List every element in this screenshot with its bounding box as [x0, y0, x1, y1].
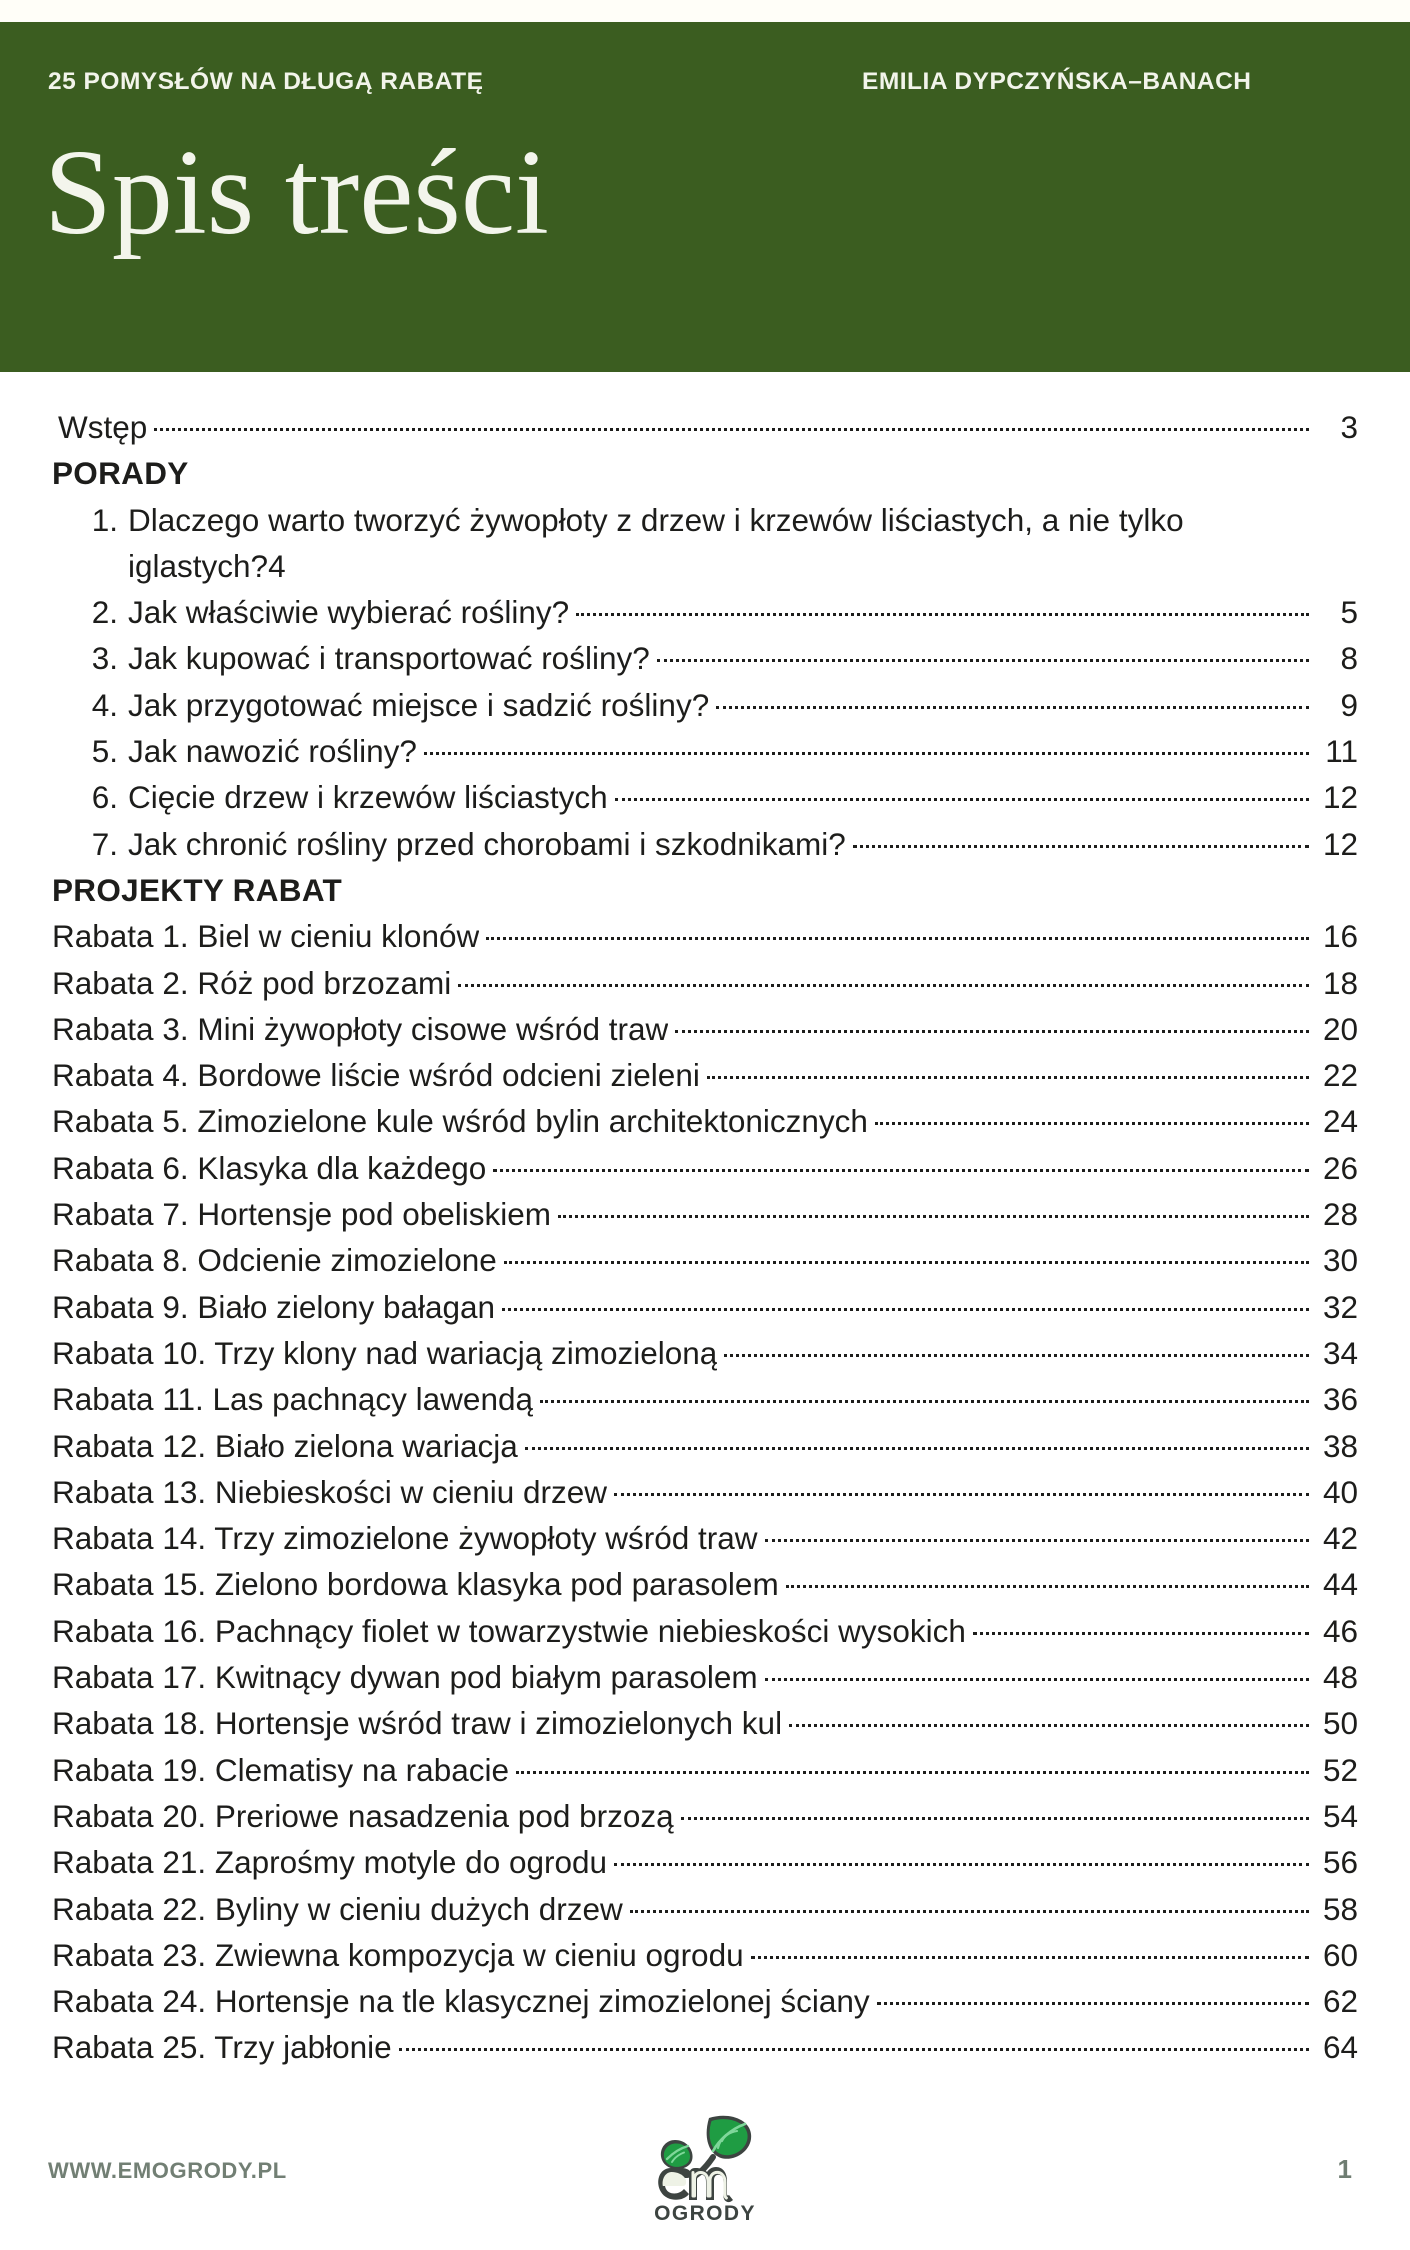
- toc-entry-label: Jak nawozić rośliny?: [128, 733, 417, 770]
- toc-entry-label: Dlaczego warto tworzyć żywopłoty z drzew i krzewów liściastych, a nie tylko: [128, 501, 1184, 538]
- toc-entry-page: 24: [1322, 1103, 1358, 1140]
- toc-entry-number: 1.: [91, 501, 118, 538]
- toc-entry[interactable]: [52, 497, 1358, 590]
- toc-entry-number: 2.: [91, 594, 118, 631]
- toc-entry-label: Rabata 6. Klasyka dla każdego: [52, 1149, 487, 1186]
- toc-entry-label: Wstęp: [58, 409, 148, 445]
- toc-entry-label: Rabata 5. Zimozielone kule wśród bylin architektonicznych: [52, 1103, 868, 1140]
- toc-entry-label: Rabata 16. Pachnący fiolet w towarzystwie niebieskości wysokich: [52, 1612, 966, 1649]
- toc-entry[interactable]: [52, 682, 1358, 728]
- toc-dot-leader: [877, 2001, 1309, 2005]
- toc-dot-leader: [154, 427, 1309, 431]
- toc-entry-page: 20: [1322, 1010, 1358, 1047]
- toc-entry-page: 12: [1322, 825, 1358, 862]
- toc-entry-page: 32: [1322, 1288, 1358, 1325]
- toc-entry-page: 48: [1322, 1659, 1358, 1696]
- toc-entry-page: 11: [1325, 733, 1358, 770]
- toc-dot-leader: [751, 1955, 1309, 1959]
- toc-entry-page: 54: [1322, 1797, 1358, 1834]
- toc-dot-leader: [399, 2047, 1309, 2051]
- toc-list: [52, 404, 1358, 2071]
- toc-entry-page: 52: [1322, 1751, 1358, 1788]
- toc-entry-label: Rabata 12. Biało zielona wariacja: [52, 1427, 518, 1464]
- toc-entry-label: Cięcie drzew i krzewów liściastych: [128, 779, 608, 816]
- toc-dot-leader: [675, 1029, 1309, 1033]
- toc-entry-label: Rabata 20. Preriowe nasadzenia pod brzozą: [52, 1797, 674, 1834]
- toc-dot-leader: [516, 1770, 1309, 1774]
- toc-entry[interactable]: [52, 1978, 1358, 2024]
- toc-entry-label: Rabata 18. Hortensje wśród traw i zimozielonych kul: [52, 1705, 783, 1742]
- toc-entry-page: 58: [1322, 1890, 1358, 1927]
- toc-section-heading: PROJEKTY RABAT: [52, 871, 343, 908]
- toc-entry[interactable]: [52, 1423, 1358, 1469]
- footer-website-url[interactable]: WWW.EMOGRODY.PL: [48, 2158, 287, 2183]
- toc-entry[interactable]: [52, 635, 1358, 681]
- toc-dot-leader: [707, 1075, 1309, 1079]
- toc-entry[interactable]: [52, 1145, 1358, 1191]
- toc-entry-label: Rabata 14. Trzy zimozielone żywopłoty wśród traw: [52, 1520, 758, 1557]
- toc-dot-leader: [765, 1538, 1309, 1542]
- toc-entry-page: 28: [1322, 1196, 1358, 1233]
- toc-entry-label: Rabata 2. Róż pod brzozami: [52, 964, 452, 1001]
- toc-entry[interactable]: [52, 1052, 1358, 1098]
- toc-entry[interactable]: [52, 821, 1358, 867]
- toc-dot-leader: [973, 1631, 1309, 1635]
- toc-entry-label: Rabata 13. Niebieskości w cieniu drzew: [52, 1473, 608, 1510]
- toc-dot-leader: [853, 844, 1309, 848]
- toc-dot-leader: [657, 658, 1309, 662]
- toc-entry-number: 7.: [91, 825, 118, 862]
- toc-dot-leader: [875, 1121, 1309, 1125]
- toc-entry[interactable]: [52, 1330, 1358, 1376]
- toc-entry-label: Rabata 21. Zaprośmy motyle do ogrodu: [52, 1844, 608, 1881]
- toc-entry-label: Jak właściwie wybierać rośliny?: [128, 594, 570, 631]
- toc-entry-line-1: [84, 497, 1358, 543]
- toc-entry-page: 5: [1340, 594, 1358, 631]
- toc-entry[interactable]: [52, 1561, 1358, 1607]
- toc-entry-page: 60: [1322, 1936, 1358, 1973]
- toc-entry-page: 44: [1322, 1566, 1358, 1603]
- toc-dot-leader: [630, 1909, 1309, 1913]
- toc-entry-page: 36: [1322, 1381, 1358, 1418]
- toc-entry[interactable]: [52, 1747, 1358, 1793]
- toc-entry-page: 40: [1322, 1473, 1358, 1510]
- toc-dot-leader: [681, 1816, 1309, 1820]
- toc-entry-number: 6.: [91, 779, 118, 816]
- toc-entry-number: 4.: [91, 686, 118, 723]
- toc-dot-leader: [615, 797, 1309, 801]
- emogrody-logo: [635, 2110, 775, 2226]
- toc-entry-page: 50: [1322, 1705, 1358, 1742]
- toc-entry[interactable]: [52, 1793, 1358, 1839]
- toc-entry-page: 3: [1340, 409, 1358, 445]
- toc-entry-page: 64: [1322, 2029, 1358, 2066]
- toc-dot-leader: [576, 612, 1309, 616]
- toc-entry-page: 18: [1322, 964, 1358, 1001]
- toc-dot-leader: [789, 1723, 1309, 1727]
- toc-entry-label: Jak przygotować miejsce i sadzić rośliny?: [128, 686, 710, 723]
- toc-entry[interactable]: [52, 1608, 1358, 1654]
- toc-entry-page: 38: [1322, 1427, 1358, 1464]
- toc-entry-label: Rabata 15. Zielono bordowa klasyka pod parasolem: [52, 1566, 779, 1603]
- toc-entry[interactable]: [52, 1469, 1358, 1515]
- toc-dot-leader: [786, 1584, 1309, 1588]
- page-number: 1: [1337, 2154, 1352, 2184]
- toc-entry[interactable]: [52, 589, 1358, 635]
- toc-entry-page: 62: [1322, 1983, 1358, 2020]
- toc-entry[interactable]: [52, 1098, 1358, 1144]
- toc-section-heading: PORADY: [52, 455, 189, 492]
- toc-entry-label: Rabata 23. Zwiewna kompozycja w cieniu ogrodu: [52, 1936, 744, 1973]
- toc-entry[interactable]: [52, 1515, 1358, 1561]
- toc-entry-number: 3.: [91, 640, 118, 677]
- toc-entry-label: Rabata 7. Hortensje pod obeliskiem: [52, 1196, 552, 1233]
- toc-dot-leader: [493, 1168, 1309, 1172]
- toc-entry[interactable]: [52, 1932, 1358, 1978]
- toc-entry-label: Rabata 19. Clematisy na rabacie: [52, 1751, 509, 1788]
- toc-entry[interactable]: [52, 1700, 1358, 1746]
- toc-entry-label: Rabata 1. Biel w cieniu klonów: [52, 918, 480, 955]
- toc-entry-page: 42: [1322, 1520, 1358, 1557]
- toc-dot-leader: [458, 983, 1309, 987]
- toc-entry-label: Rabata 8. Odcienie zimozielone: [52, 1242, 497, 1279]
- toc-entry-label: Rabata 3. Mini żywopłoty cisowe wśród traw: [52, 1010, 669, 1047]
- toc-entry[interactable]: [52, 1191, 1358, 1237]
- running-head: [0, 68, 1410, 98]
- toc-entry[interactable]: [52, 728, 1358, 774]
- toc-entry-page: 34: [1322, 1334, 1358, 1371]
- toc-entry[interactable]: [52, 913, 1358, 959]
- toc-entry-label: Rabata 17. Kwitnący dywan pod białym parasolem: [52, 1659, 758, 1696]
- toc-entry-label: Rabata 9. Biało zielony bałagan: [52, 1288, 496, 1325]
- toc-entry-label: Rabata 10. Trzy klony nad wariacją zimozieloną: [52, 1334, 718, 1371]
- logo-wordmark: OGRODY: [654, 2202, 756, 2225]
- toc-entry-number: 5.: [91, 733, 118, 770]
- running-head-author: EMILIA DYPCZYŃSKA–BANACH: [862, 68, 1252, 95]
- toc-entry-page: 56: [1322, 1844, 1358, 1881]
- toc-entry[interactable]: [52, 1237, 1358, 1283]
- running-head-book-title: 25 POMYSŁÓW NA DŁUGĄ RABATĘ: [48, 68, 484, 95]
- toc-entry-page: 4: [268, 547, 286, 584]
- toc-entry-page: 8: [1340, 640, 1358, 677]
- toc-entry[interactable]: [52, 404, 1358, 450]
- toc-entry-line-2: [84, 543, 1358, 589]
- toc-dot-leader: [614, 1492, 1309, 1496]
- em-logo-icon: [653, 2110, 757, 2206]
- toc-entry-page: 30: [1322, 1242, 1358, 1279]
- toc-entry[interactable]: [52, 1376, 1358, 1422]
- toc-entry[interactable]: [52, 774, 1358, 820]
- toc-dot-leader: [486, 936, 1309, 940]
- toc-dot-leader: [558, 1214, 1309, 1218]
- page-top-strip: [0, 0, 1410, 22]
- toc-dot-leader: [424, 751, 1309, 755]
- toc-entry-page: 9: [1340, 686, 1358, 723]
- masthead-banner: [0, 22, 1410, 372]
- toc-entry-label: Rabata 22. Byliny w cieniu dużych drzew: [52, 1890, 623, 1927]
- page-title: Spis treści: [44, 125, 549, 260]
- toc-entry-label: Jak kupować i transportować rośliny?: [128, 640, 650, 677]
- toc-entry-page: 46: [1322, 1612, 1358, 1649]
- toc-entry-label: Rabata 24. Hortensje na tle klasycznej zimozielonej ściany: [52, 1983, 870, 2020]
- toc-dot-leader: [614, 1862, 1309, 1866]
- toc-entry[interactable]: [52, 1284, 1358, 1330]
- toc-entry[interactable]: [52, 1886, 1358, 1932]
- toc-entry[interactable]: [52, 2024, 1358, 2070]
- toc-entry-page: 12: [1322, 779, 1358, 816]
- toc-entry-page: 26: [1322, 1149, 1358, 1186]
- toc-entry-page: 22: [1322, 1057, 1358, 1094]
- toc-entry[interactable]: [52, 1006, 1358, 1052]
- toc-entry-page: 16: [1322, 918, 1358, 955]
- toc-dot-leader: [540, 1399, 1309, 1403]
- page-footer: [0, 2100, 1410, 2250]
- toc-entry-label: Rabata 11. Las pachnący lawendą: [52, 1381, 534, 1418]
- toc-dot-leader: [525, 1446, 1309, 1450]
- toc-entry-label: Jak chronić rośliny przed chorobami i szkodnikami?: [128, 825, 846, 862]
- toc-dot-leader: [724, 1353, 1309, 1357]
- toc-entry-label: Rabata 4. Bordowe liście wśród odcieni zieleni: [52, 1057, 700, 1094]
- toc-dot-leader: [716, 705, 1309, 709]
- toc-entry-label-continued: iglastych?: [128, 547, 269, 584]
- toc-entry[interactable]: [52, 1839, 1358, 1885]
- toc-dot-leader: [765, 1677, 1309, 1681]
- toc-entry-label: Rabata 25. Trzy jabłonie: [52, 2029, 392, 2066]
- toc-entry[interactable]: [52, 1654, 1358, 1700]
- table-of-contents: [0, 404, 1410, 2071]
- toc-dot-leader: [502, 1307, 1309, 1311]
- toc-entry[interactable]: [52, 960, 1358, 1006]
- toc-dot-leader: [504, 1260, 1309, 1264]
